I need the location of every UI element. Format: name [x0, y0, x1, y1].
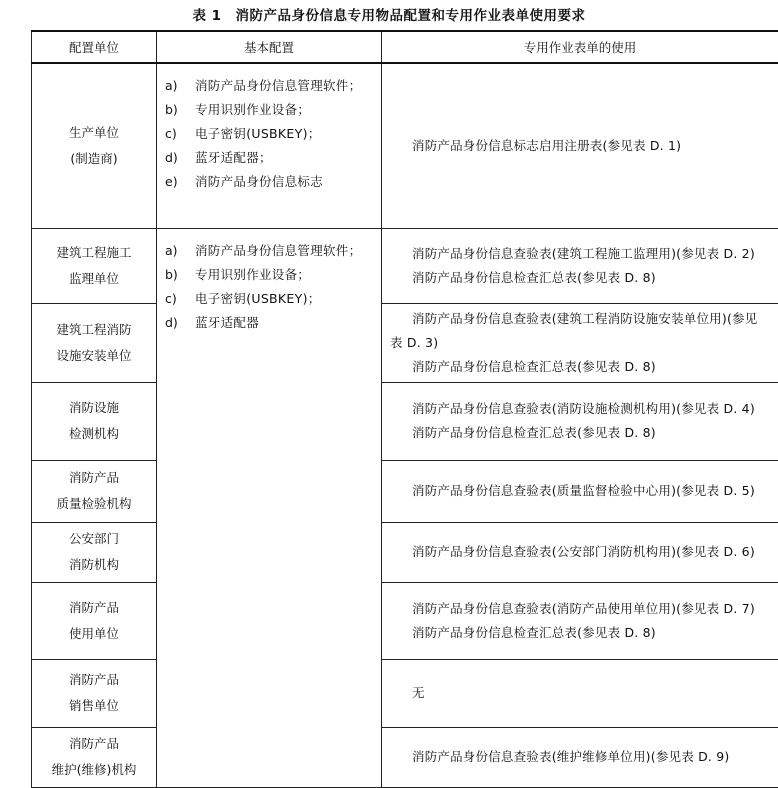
header-usage: 专用作业表单的使用: [382, 31, 778, 63]
usage-cell: 消防产品身份信息标志启用注册表(参见表 D. 1): [382, 63, 778, 228]
requirements-table: [31, 30, 778, 788]
usage-cell: 消防产品身份信息查验表(消防产品使用单位用)(参见表 D. 7) 消防产品身份信息检查汇总表(参见表 D. 8): [382, 582, 778, 659]
unit-cell: 建筑工程施工 监理单位: [32, 228, 157, 303]
usage-cell: 消防产品身份信息查验表(建筑工程施工监理用)(参见表 D. 2) 消防产品身份信息检查汇总表(参见表 D. 8): [382, 228, 778, 303]
usage-cell: 消防产品身份信息查验表(维护维修单位用)(参见表 D. 9): [382, 727, 778, 787]
unit-cell: 消防产品 销售单位: [32, 659, 157, 727]
header-config: 基本配置: [157, 31, 382, 63]
table-row: [32, 63, 778, 228]
unit-cell: 消防产品 使用单位: [32, 582, 157, 659]
table-row: [32, 382, 778, 460]
table-row: [32, 303, 778, 382]
usage-cell: 消防产品身份信息查验表(质量监督检验中心用)(参见表 D. 5): [382, 460, 778, 522]
unit-cell: 消防产品 质量检验机构: [32, 460, 157, 522]
usage-cell: 消防产品身份信息查验表(建筑工程消防设施安装单位用)(参见表 D. 3) 消防产品身份信息检查汇总表(参见表 D. 8): [382, 303, 778, 382]
usage-cell: 消防产品身份信息查验表(公安部门消防机构用)(参见表 D. 6): [382, 522, 778, 582]
config-cell-others: a) 消防产品身份信息管理软件； b) 专用识别作业设备； c) 电子密钥(USBKEY)； d) 蓝牙适配器: [157, 228, 382, 787]
header-unit: 配置单位: [32, 31, 157, 63]
table-title: 表 1 消防产品身份信息专用物品配置和专用作业表单使用要求: [0, 4, 778, 24]
table-row: [32, 228, 778, 303]
unit-cell: 生产单位 (制造商): [32, 63, 157, 228]
config-cell-producer: a) 消防产品身份信息管理软件； b) 专用识别作业设备； c) 电子密钥(USBKEY)； d) 蓝牙适配器； e) 消防产品身份信息标志: [157, 63, 382, 228]
usage-cell: 无: [382, 659, 778, 727]
table-row: [32, 460, 778, 522]
unit-cell: 建筑工程消防 设施安装单位: [32, 303, 157, 382]
table-row: [32, 727, 778, 787]
table-row: [32, 522, 778, 582]
table-row: [32, 659, 778, 727]
table-row: [32, 582, 778, 659]
usage-cell: 消防产品身份信息查验表(消防设施检测机构用)(参见表 D. 4) 消防产品身份信息检查汇总表(参见表 D. 8): [382, 382, 778, 460]
unit-cell: 消防设施 检测机构: [32, 382, 157, 460]
unit-cell: 消防产品 维护(维修)机构: [32, 727, 157, 787]
unit-cell: 公安部门 消防机构: [32, 522, 157, 582]
